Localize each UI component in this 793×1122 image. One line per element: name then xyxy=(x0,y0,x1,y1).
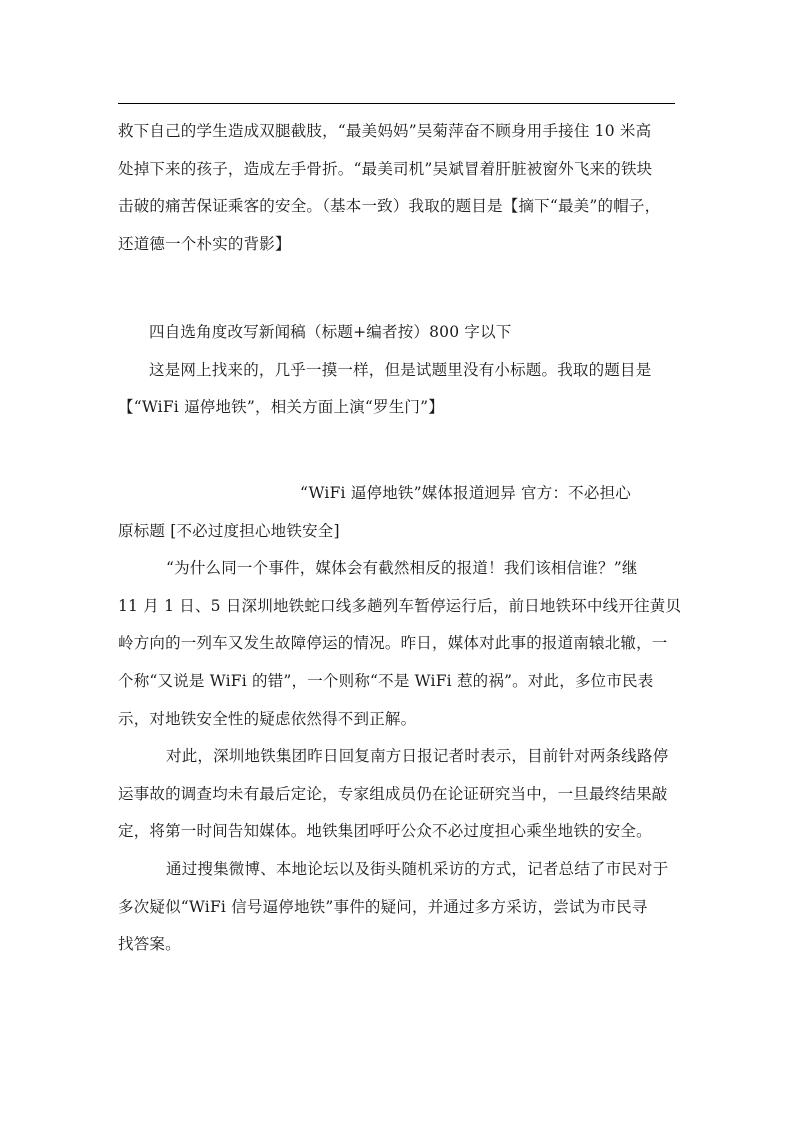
text-line: 处掉下来的孩子，造成左手骨折。“最美司机”吴斌冒着肝脏被窗外飞来的铁块 xyxy=(118,159,653,178)
chosen-title: 【“WiFi 逼停地铁”，相关方面上演“罗生门”】 xyxy=(118,398,444,417)
continuation-paragraph xyxy=(118,113,683,263)
paragraph-line: 运事故的调查均未有最后定论，专家组成员仍在论证研究当中，一旦最终结果敲 xyxy=(118,784,668,803)
text-line: 救下自己的学生造成双腿截肢，“最美妈妈”吴菊萍奋不顾身用手接住 10 米高 xyxy=(118,122,652,140)
article-title: “WiFi 逼停地铁”媒体报道迥异 官方：不必担心 xyxy=(300,484,631,502)
paragraph-line: 定，将第一时间告知媒体。地铁集团呼吁公众不必过度担心乘坐地铁的安全。 xyxy=(118,822,652,841)
paragraph-line: “为什么同一个事件，媒体会有截然相反的报道！我们该相信谁？”继 xyxy=(166,559,638,578)
original-title: 原标题 [不必过度担心地铁安全] xyxy=(118,521,340,540)
section-four xyxy=(118,314,683,427)
paragraph-line: 对此，深圳地铁集团昨日回复南方日报记者时表示，目前针对两条线路停 xyxy=(166,747,669,766)
paragraph-line: 示，对地铁安全性的疑虑依然得不到正解。 xyxy=(118,709,417,728)
text-line: 这是网上找来的，几乎一摸一样，但是试题里没有小标题。我取的题目是 xyxy=(149,360,652,379)
header-rule xyxy=(118,103,675,104)
paragraph-line: 通过搜集微博、本地论坛以及街头随机采访的方式，记者总结了市民对于 xyxy=(166,859,669,878)
paragraph-line: 多次疑似“WiFi 信号逼停地铁”事件的疑问，并通过多方采访，尝试为市民寻 xyxy=(118,897,648,916)
text-line: 击破的痛苦保证乘客的安全。（基本一致）我取的题目是【摘下“最美”的帽子， xyxy=(118,197,661,216)
paragraph-line: 11 月 1 日、5 日深圳地铁蛇口线多趟列车暂停运行后，前日地铁环中线开往黄贝 xyxy=(118,596,682,615)
news-article xyxy=(118,475,683,964)
paragraph-line: 找答案。 xyxy=(118,935,181,954)
paragraph-line: 个称“又说是 WiFi 的错”，一个则称“不是 WiFi 惹的祸”。对此，多位市民表 xyxy=(118,671,654,690)
paragraph-line: 岭方向的一列车又发生故障停运的情况。昨日，媒体对此事的报道南辕北辙，一 xyxy=(118,634,668,653)
section-heading: 四自选角度改写新闻稿（标题+编者按）800 字以下 xyxy=(149,323,512,341)
text-line: 还道德一个朴实的背影】 xyxy=(118,234,291,253)
